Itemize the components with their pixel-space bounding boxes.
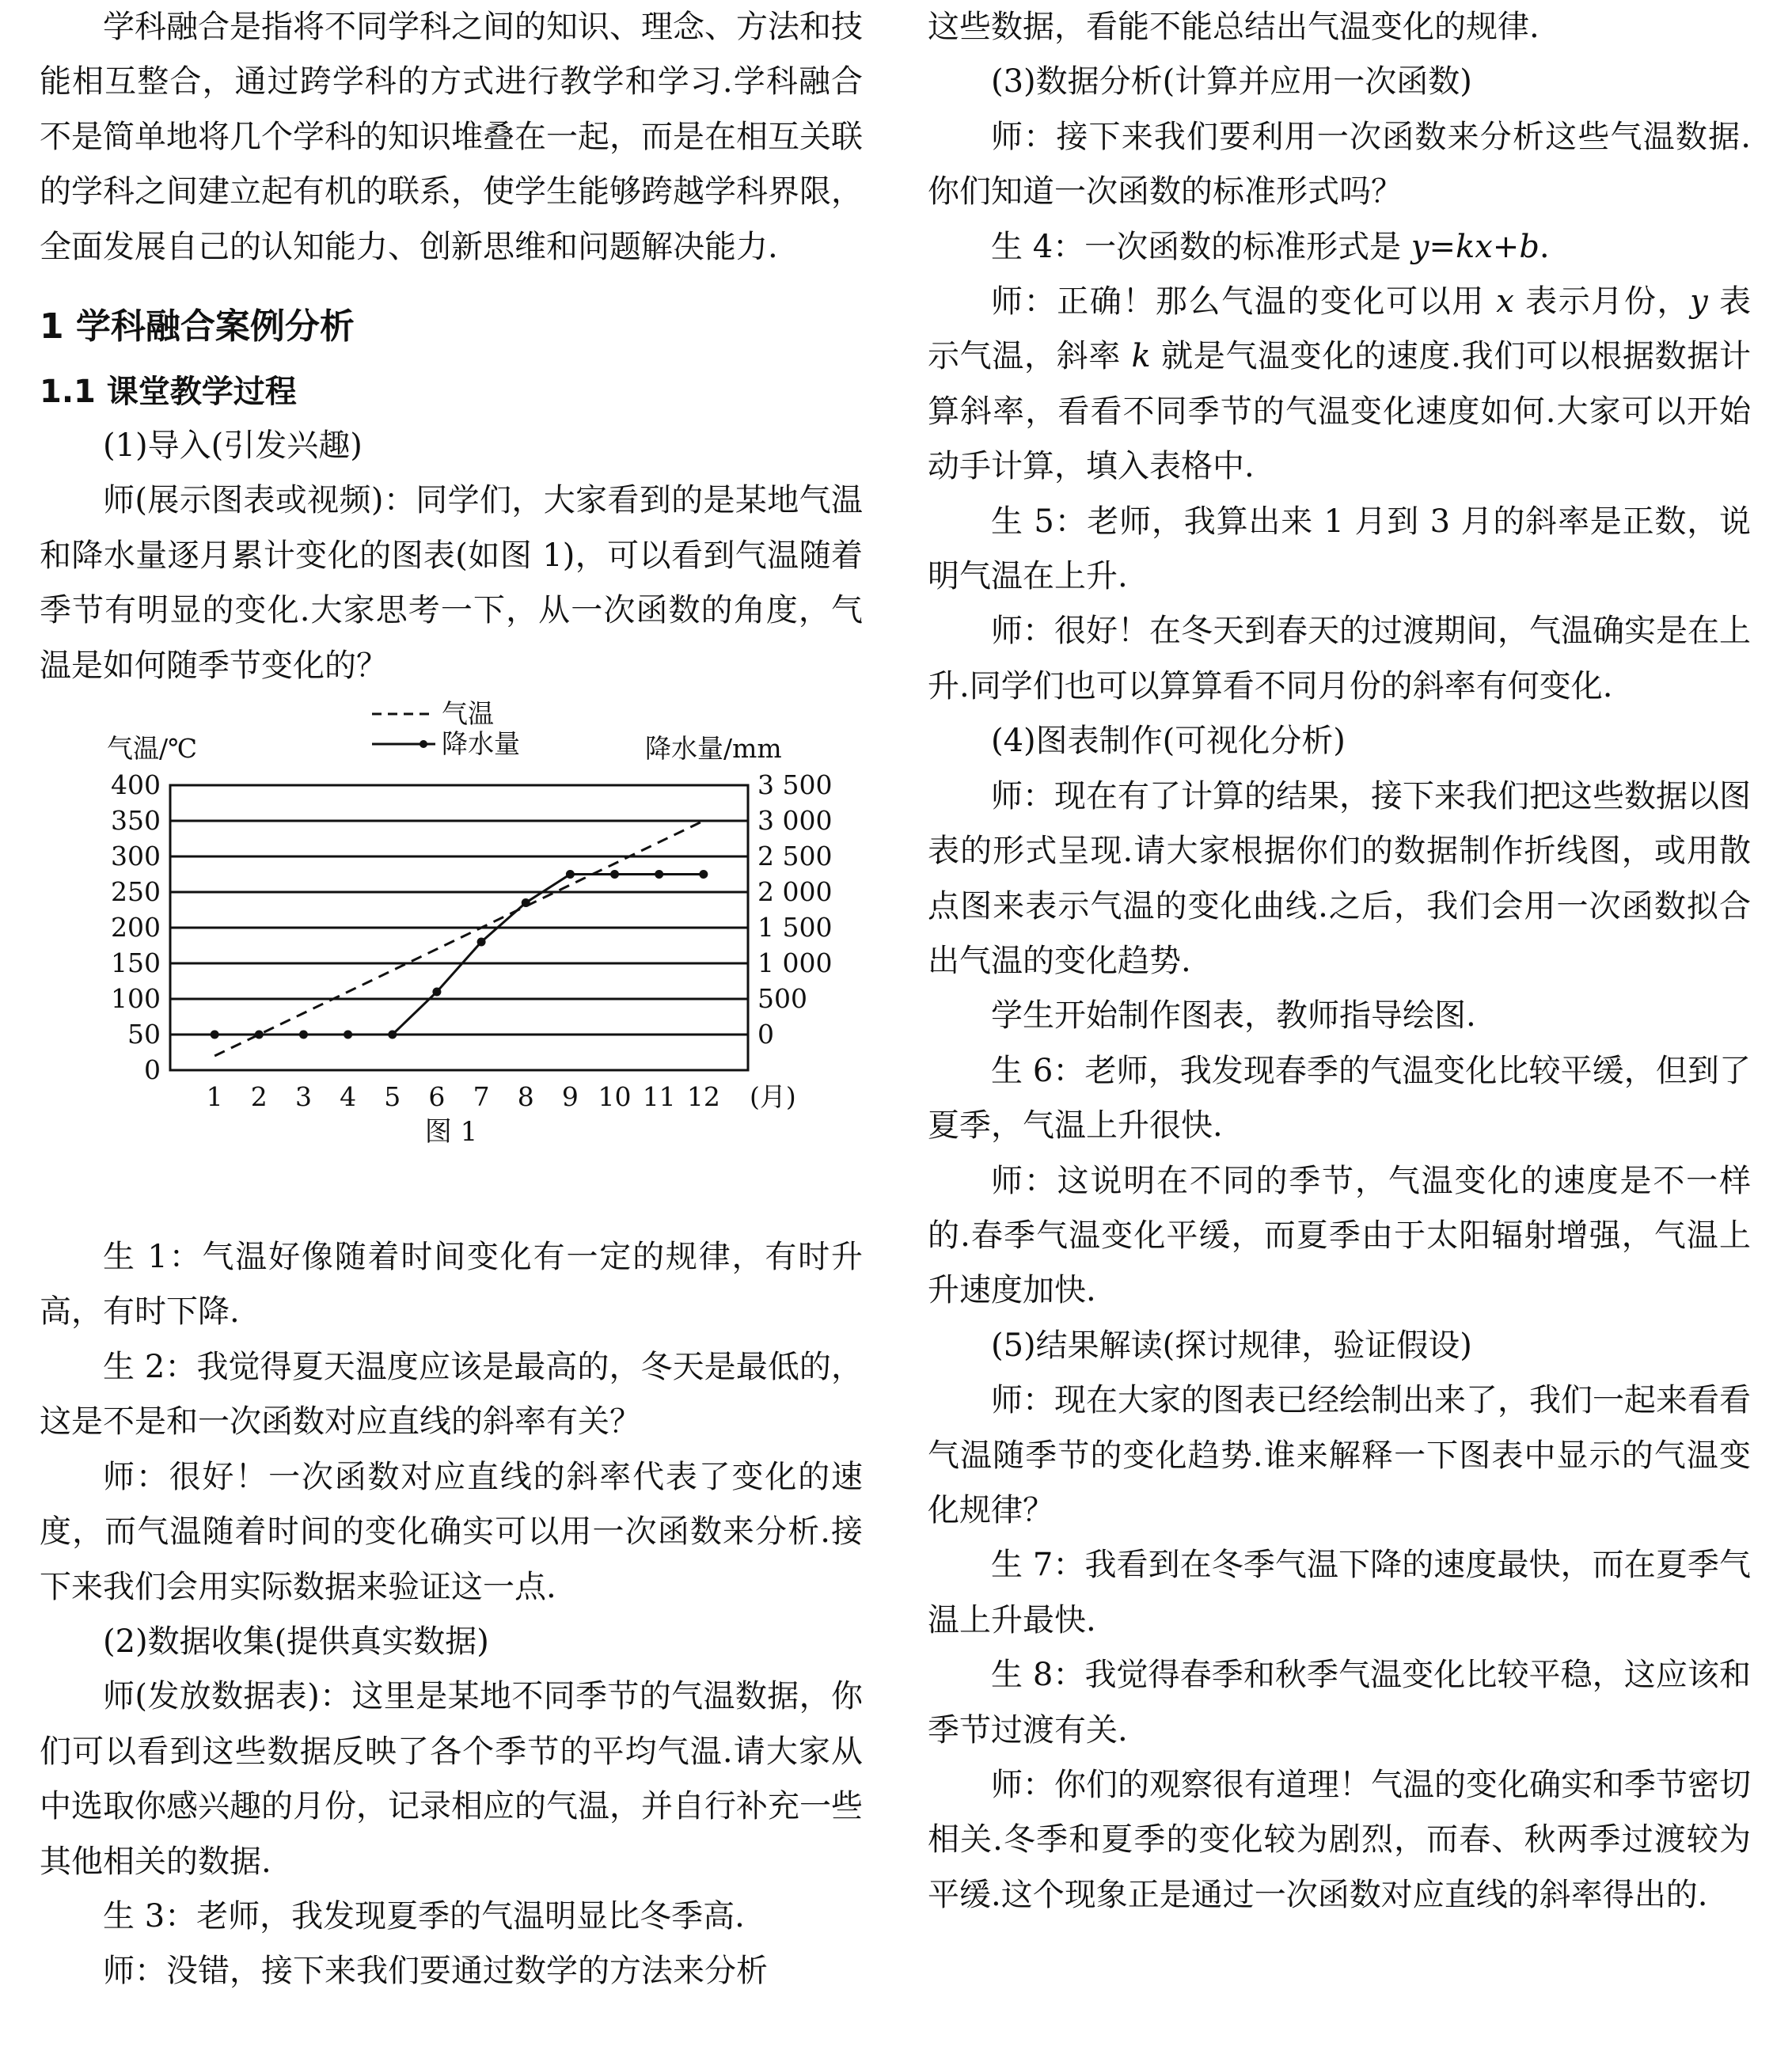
student-6-paragraph: 生 6：老师，我发现春季的气温变化比较平缓，但到了夏季，气温上升很快. [928, 1052, 1751, 1145]
x-axis-tick-label: 5 [384, 1081, 401, 1111]
right-axis-tick-label: 2 500 [757, 841, 833, 872]
student-4-end: . [1539, 228, 1550, 265]
variable-k: k [1131, 338, 1151, 375]
x-axis-tick-label: 1 [206, 1081, 223, 1111]
right-axis-tick-label: 0 [757, 1019, 774, 1050]
continued-paragraph: 这些数据，看能不能总结出气温变化的规律. [928, 9, 1540, 45]
x-axis-tick-label: 9 [561, 1081, 579, 1111]
right-axis-tick-label: 1 000 [757, 947, 833, 979]
precipitation-point [655, 870, 663, 879]
teacher-variables-text-c: 表示气温，斜率 [928, 283, 1751, 375]
student-8-paragraph: 生 8：我觉得春季和秋季气温变化比较平稳，这应该和季节过渡有关. [928, 1657, 1751, 1749]
left-axis-tick-label: 250 [111, 876, 161, 908]
step-2-title: (2)数据收集(提供真实数据) [103, 1623, 489, 1660]
x-axis-tick-label: 10 [598, 1081, 632, 1111]
x-axis-tick-label: 12 [686, 1081, 720, 1111]
left-axis-tick-label: 400 [111, 769, 161, 801]
left-axis-tick-label: 300 [111, 841, 161, 872]
left-axis-label: 气温/℃ [107, 733, 198, 765]
variable-x: x [1496, 283, 1514, 321]
chart-legend [372, 698, 520, 759]
student-3-paragraph: 生 3：老师，我发现夏季的气温明显比冬季高. [103, 1897, 745, 1935]
left-axis-tick-label: 0 [144, 1054, 161, 1086]
teacher-math-paragraph: 师：没错，接下来我们要通过数学的方法来分析 [103, 1953, 768, 1990]
figure-1 [40, 698, 863, 1213]
student-4-paragraph [928, 220, 1751, 275]
x-axis-tick-label: 2 [250, 1081, 268, 1111]
intro-paragraph: 学科融合是指将不同学科之间的知识、理念、方法和技能相互整合，通过跨学科的方式进行教学和学习.学科融合不是简单地将几个学科的知识堆叠在一起，而是在相互关联的学科之间建立起有机的联系，使学生能够跨越学科界限，全面发展自己的认知能力、创新思维和问题解决能力. [40, 9, 863, 265]
right-axis-label: 降水量/mm [645, 733, 782, 765]
student-2-paragraph: 生 2：我觉得夏天温度应该是最高的，冬天是最低的，这是不是和一次函数对应直线的斜率有关？ [40, 1348, 863, 1441]
subsection-heading: 1.1 课堂教学过程 [40, 374, 297, 411]
right-axis-tick-label: 3 500 [757, 769, 833, 801]
temperature-precipitation-chart [40, 698, 863, 1110]
teacher-spring-paragraph: 师：很好！在冬天到春天的过渡期间，气温确实是在上升.同学们也可以算算看不同月份的斜率有何变化. [928, 613, 1751, 704]
left-axis-tick-label: 350 [111, 805, 161, 837]
precipitation-point [432, 988, 441, 997]
right-axis-tick-label: 2 000 [757, 876, 833, 908]
x-axis-tick-label: 8 [517, 1081, 534, 1111]
left-axis-tick-label: 100 [111, 983, 161, 1015]
left-axis-tick-label: 50 [127, 1019, 161, 1050]
teacher-variables-text-d: 就是气温变化的速度.我们可以根据数据计算斜率，看看不同季节的气温变化速度如何.大家可以开始动手计算，填入表格中. [928, 338, 1751, 485]
student-4-text: 生 4：一次函数的标准形式是 [991, 228, 1411, 265]
teacher-linear-paragraph: 师：接下来我们要利用一次函数来分析这些气温数据.你们知道一次函数的标准形式吗？ [928, 118, 1751, 211]
right-axis-tick-label: 500 [757, 983, 807, 1015]
right-axis-tick-label: 1 500 [757, 912, 833, 944]
linear-formula: y=kx+b [1410, 228, 1540, 265]
left-column [40, 0, 863, 1999]
precipitation-point [699, 870, 708, 879]
x-axis-tick-label: 11 [642, 1081, 676, 1111]
x-axis-tick-label: 7 [473, 1081, 490, 1111]
teacher-season-paragraph: 师：这说明在不同的季节，气温变化的速度是不一样的.春季气温变化平缓，而夏季由于太阳辐射增强，气温上升速度加快. [928, 1162, 1751, 1309]
precipitation-point [388, 1031, 397, 1039]
precipitation-point [344, 1031, 352, 1039]
x-axis-tick-label: 4 [340, 1081, 357, 1111]
teacher-trend-paragraph: 师：现在大家的图表已经绘制出来了，我们一起来看看气温随季节的变化趋势.谁来解释一下图表中显示的气温变化规律？ [928, 1382, 1751, 1528]
teacher-variables-paragraph [928, 275, 1751, 495]
student-7-paragraph: 生 7：我看到在冬季气温下降的速度最快，而在夏季气温上升最快. [928, 1547, 1751, 1638]
precipitation-line [215, 875, 704, 1035]
teacher-variables-text-b: 表示月份， [1513, 283, 1691, 321]
left-axis-tick-label: 150 [111, 947, 161, 979]
right-axis-tick-label: 3 000 [757, 805, 833, 837]
precipitation-point [477, 938, 486, 947]
x-axis-unit-label: (月) [750, 1081, 796, 1111]
precipitation-point [255, 1031, 264, 1039]
precipitation-point [522, 898, 530, 907]
legend-marker-swatch [420, 740, 427, 748]
teacher-conclusion-paragraph: 师：你们的观察很有道理！气温的变化确实和季节密切相关.冬季和夏季的变化较为剧烈，而春、秋两季过渡较为平缓.这个现象正是通过一次函数对应直线的斜率得出的. [928, 1767, 1751, 1913]
precipitation-point [610, 870, 619, 879]
teacher-data-paragraph: 师(发放数据表)：这里是某地不同季节的气温数据，你们可以看到这些数据反映了各个季节的平均气温.请大家从中选取你感兴趣的月份，记录相应的气温，并自行补充一些其他相关的数据. [40, 1678, 863, 1880]
precipitation-point [211, 1031, 219, 1039]
chart-grid [170, 821, 748, 1035]
teacher-slope-paragraph: 师：很好！一次函数对应直线的斜率代表了变化的速度，而气温随着时间的变化确实可以用一次函数来分析.接下来我们会用实际数据来验证这一点. [40, 1458, 863, 1605]
step-5-title: (5)结果解读(探讨规律，验证假设) [991, 1327, 1472, 1364]
x-axis-tick-label: 3 [294, 1081, 312, 1111]
legend-label-temperature: 气温 [442, 698, 494, 730]
variable-y: y [1690, 283, 1708, 321]
precipitation-point [566, 870, 575, 879]
teacher-intro-paragraph: 师(展示图表或视频)：同学们，大家看到的是某地气温和降水量逐月累计变化的图表(如图 1)，可以看到气温随着季节有明显的变化.大家思考一下，从一次函数的角度，气温是如何随季节变化的？ [40, 482, 863, 684]
step-3-title: (3)数据分析(计算并应用一次函数) [991, 63, 1472, 101]
step-4-title: (4)图表制作(可视化分析) [991, 723, 1346, 760]
students-plotting-paragraph: 学生开始制作图表，教师指导绘图. [991, 997, 1476, 1035]
figure-caption: 图 1 [424, 1116, 478, 1149]
step-1-title: (1)导入(引发兴趣) [103, 427, 363, 465]
left-axis-tick-label: 200 [111, 912, 161, 944]
legend-label-precipitation: 降水量 [442, 728, 520, 760]
section-heading: 1 学科融合案例分析 [40, 306, 355, 347]
precipitation-point [299, 1031, 308, 1039]
right-column [928, 0, 1751, 1923]
teacher-chart-paragraph: 师：现在有了计算的结果，接下来我们把这些数据以图表的形式呈现.请大家根据你们的数据制作折线图，或用散点图来表示气温的变化曲线.之后，我们会用一次函数拟合出气温的变化趋势. [928, 777, 1751, 979]
student-1-paragraph: 生 1：气温好像随着时间变化有一定的规律，有时升高，有时下降. [40, 1239, 863, 1331]
teacher-variables-text-a: 师：正确！那么气温的变化可以用 [991, 283, 1497, 321]
student-5-paragraph: 生 5：老师，我算出来 1 月到 3 月的斜率是正数，说明气温在上升. [928, 503, 1751, 595]
x-axis-tick-label: 6 [428, 1081, 446, 1111]
